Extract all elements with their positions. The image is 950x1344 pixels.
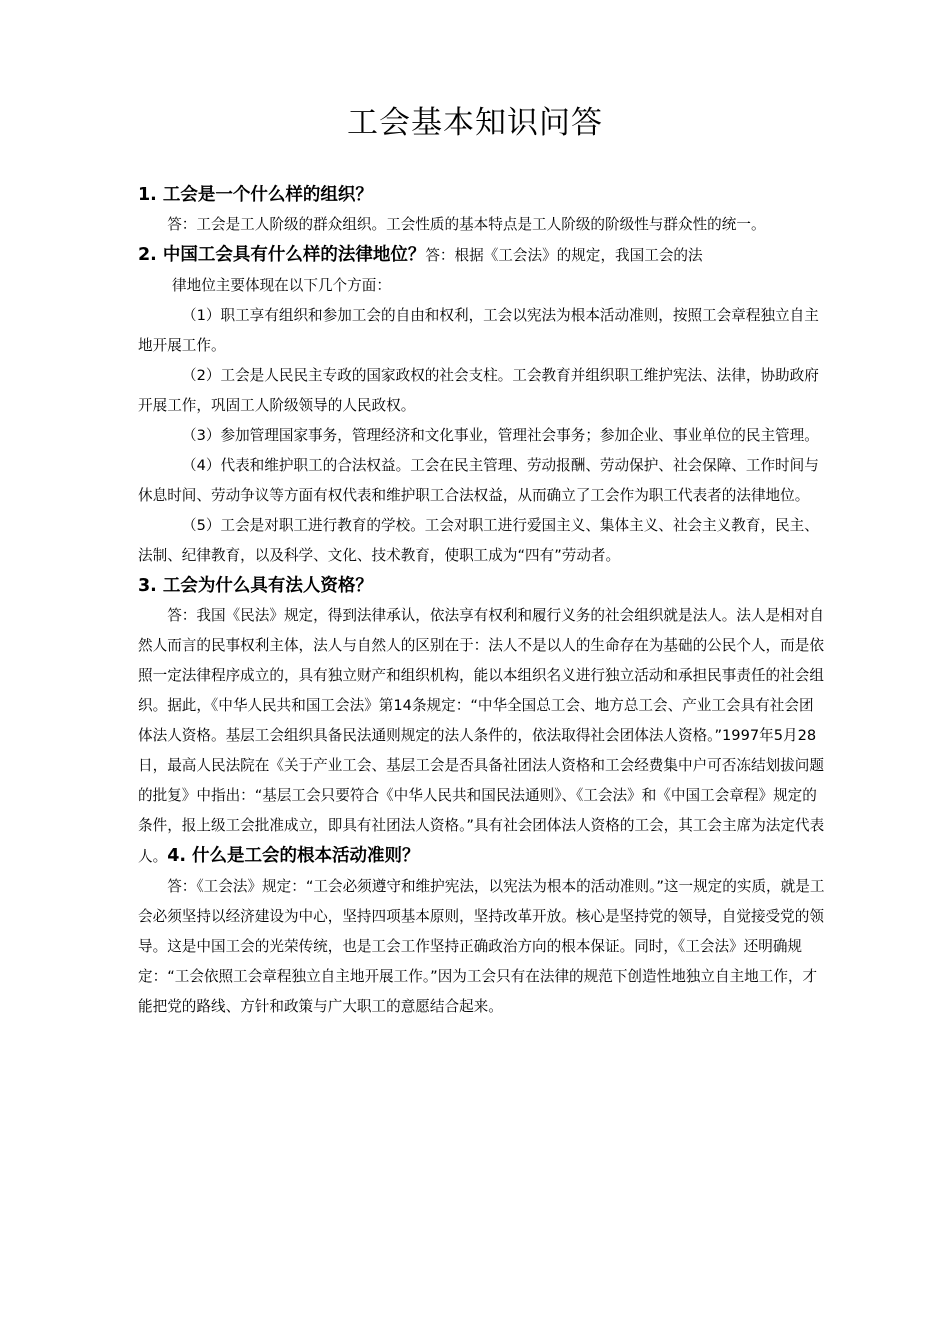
- answer-2-item-1: （1）职工享有组织和参加工会的自由和权利，工会以宪法为根本活动准则，按照工会章程独立自主地开展工作。: [138, 307, 819, 354]
- answer-1: 答：工会是工人阶级的群众组织。工会性质的基本特点是工人阶级的阶级性与群众性的统一。: [167, 216, 766, 233]
- document-title: 工会基本知识问答: [347, 105, 603, 141]
- answer-2-item-2: （2）工会是人民民主专政的国家政权的社会支柱。工会教育并组织职工维护宪法、法律，协助政府开展工作，巩固工人阶级领导的人民政权。: [138, 367, 819, 414]
- question-3-text: 工会为什么具有法人资格？: [162, 576, 373, 596]
- answer-2-item-4: （4）代表和维护职工的合法权益。工会在民主管理、劳动报酬、劳动保护、社会保障、工作时间与休息时间、劳动争议等方面有权代表和维护职工合法权益，从而确立了工会作为职工代表者的法律地位。: [138, 457, 819, 504]
- question-1-number: 1.: [138, 185, 157, 205]
- question-4-number: 4.: [167, 846, 187, 866]
- question-3-heading: [138, 571, 828, 601]
- question-1-text: 工会是一个什么样的组织？: [162, 185, 373, 205]
- document-body: [138, 180, 828, 1022]
- question-2-heading: [138, 240, 828, 271]
- answer-2-item-5: （5）工会是对职工进行教育的学校。工会对职工进行爱国主义、集体主义、社会主义教育，民主、法制、纪律教育，以及科学、文化、技术教育，使职工成为“四有”劳动者。: [138, 517, 819, 564]
- question-1-heading: [138, 180, 828, 210]
- question-4-heading: [167, 846, 419, 866]
- answer-2-intro-a: 答：根据《工会法》的规定，我国工会的法: [425, 247, 703, 264]
- answer-3: [138, 601, 828, 872]
- answer-2-item-3: （3）参加管理国家事务，管理经济和文化事业，管理社会事务；参加企业、事业单位的民主管理。: [182, 427, 819, 444]
- question-3-number: 3.: [138, 576, 157, 596]
- question-4-text: 什么是工会的根本活动准则？: [192, 846, 420, 866]
- answer-2-intro-b: 律地位主要体现在以下几个方面：: [172, 277, 391, 294]
- answer-4: 答：《工会法》规定：“工会必须遵守和维护宪法，以宪法为根本的活动准则。”这一规定的实质，就是工会必须坚持以经济建设为中心，坚持四项基本原则，坚持改革开放。核心是坚持党的领导，自觉接受党的领导。这是中国工会的光荣传统，也是工会工作坚持正确政治方向的根本保证。同时，《工会法》还明确规定：“工会依照工会章程独立自主地开展工作。”因为工会只有在法律的规范下创造性地独立自主地工作，才能把党的路线、方针和政策与广大职工的意愿结合起来。: [138, 878, 825, 1015]
- answer-3-text: 答：我国《民法》规定，得到法律承认，依法享有权利和履行义务的社会组织就是法人。法人是相对自然人而言的民事权利主体，法人与自然人的区别在于：法人不是以人的生命存在为基础的公民个人，而是依照一定法律程序成立的，具有独立财产和组织机构，能以本组织名义进行独立活动和承担民事责任的社会组织。据此，《中华人民共和国工会法》第14条规定：“中华全国总工会、地方总工会、产业工会具有社会团体法人资格。基层工会组织具备民法通则规定的法人条件的，依法取得社会团体法人资格。”1997年5月28日，最高人民法院在《关于产业工会、基层工会是否具备社团法人资格和工会经费集中户可否冻结划拔问题的批复》中指出：“基层工会只要符合《中华人民共和国民法通则》、《工会法》和《中国工会章程》规定的条件，报上级工会批准成立，即具有社团法人资格。”具有社会团体法人资格的工会，其工会主席为法定代表人。: [138, 607, 825, 865]
- question-2-number: 2.: [138, 245, 157, 265]
- question-2-text: 中国工会具有什么样的法律地位？: [162, 245, 426, 265]
